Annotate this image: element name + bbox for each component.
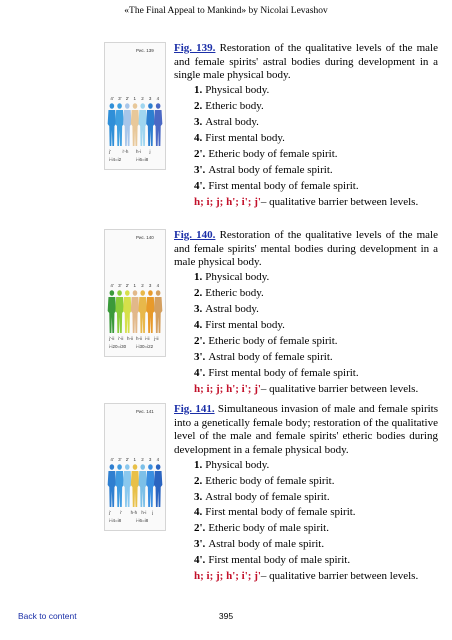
bottom-label: i-i4=i2 [109,157,122,162]
body-legend-list [174,270,438,398]
list-item: 4. First mental body. [194,131,285,144]
top-label: 1 [133,283,137,288]
top-label: 3 [148,283,152,288]
figure-140-illustration [104,229,166,357]
top-label: 2' [125,457,130,462]
list-item: 4. First mental body. [194,318,285,331]
list-item: 3. Astral body. [194,302,259,315]
figure-link[interactable]: Fig. 139. [174,42,216,54]
figure-image-label: Рис. 141 [136,409,154,414]
bottom-label: h-h [130,510,138,515]
list-item: 4'. First mental body of female spirit. [194,366,359,379]
list-item: 2'. Etheric body of male spirit. [194,522,329,535]
list-item: 3'. Astral body of female spirit. [194,350,333,363]
top-label: 2 [141,283,144,288]
top-label: 4 [156,283,160,288]
back-to-content-link[interactable]: Back to content [18,611,77,621]
top-label: 3' [118,96,122,101]
figure-caption: Fig. 140. Restoration of the qualitative levels of the male and female spirits' mental bodies during development in a male physical body. [174,229,438,269]
bottom-label: j-ii [154,336,159,341]
top-label: 2 [141,96,144,101]
figure-139-illustration [104,42,166,170]
top-label: 4' [110,457,114,462]
bottom-label: i-i6=i8 [136,157,149,162]
figure-141-text [174,403,438,585]
body-legend-list [174,83,438,211]
top-label: 2 [141,457,144,462]
list-item: 3. Astral body of female spirit. [194,490,330,503]
list-item: 3. Astral body. [194,115,259,128]
figure-caption: Fig. 141. Simultaneous invasion of male and female spirits into a genetically female body; restoration of the qualitative level of the male and female spirits' etheric bodies during development in a female physical body. [174,403,439,456]
top-label: 1 [133,457,137,462]
top-label: 2' [125,96,130,101]
list-item: 3'. Astral body of male spirit. [194,538,325,551]
top-label: 4 [156,96,160,101]
page-number: 395 [218,611,234,621]
top-label: 4' [110,283,114,288]
barrier-note: h; i; j; h'; i'; j'– qualitative barrier between levels. [194,382,419,395]
top-label: 3' [118,457,122,462]
barrier-note: h; i; j; h'; i'; j'– qualitative barrier between levels. [194,570,419,583]
bottom-label: i-i20=i30 [109,344,127,349]
bottom-label: j' [109,149,111,154]
top-label: 3 [148,457,152,462]
bottom-label: i-ii [145,336,150,341]
list-item: 4'. First mental body of female spirit. [194,179,359,192]
top-label: 4' [110,96,114,101]
bottom-label: j [149,149,151,154]
bottom-label: j [152,510,154,515]
top-label: 3' [118,283,122,288]
bottom-label: h-ii [127,336,134,341]
barrier-note: h; i; j; h'; i'; j'– qualitative barrier between levels. [194,195,419,208]
list-item: 2. Etheric body of female spirit. [194,474,335,487]
top-label: 4 [156,457,160,462]
bottom-label: i' [119,510,122,515]
bottom-label: h-i [136,149,142,154]
bottom-label: i-i6=i8 [136,518,149,523]
figure-link[interactable]: Fig. 140. [174,229,216,241]
bottom-label: j' [109,510,111,515]
list-item: 1. Physical body. [194,270,270,283]
bottom-label: j'-ii [109,336,115,341]
list-item: 2'. Etheric body of female spirit. [194,334,338,347]
figure-140-text [174,229,438,398]
figure-image-label: Рис. 139 [136,48,154,53]
body-legend-list [174,457,438,585]
running-title: «The Final Appeal to Mankind» by Nicolai Levashov [124,6,328,16]
bottom-label: i'-ii [118,336,124,341]
list-item: 3'. Astral body of female spirit. [194,163,333,176]
list-item: 4. First mental body of female spirit. [194,506,356,519]
bottom-label: i-i30=i22 [136,344,154,349]
figure-link[interactable]: Fig. 141. [174,403,215,415]
figure-caption: Fig. 139. Restoration of the qualitative levels of the male and female spirits' astral bodies during development in a single male physical body. [174,42,438,82]
list-item: 4'. First mental body of male spirit. [194,554,351,567]
list-item: 2. Etheric body. [194,99,264,112]
figure-image-label: Рис. 140 [136,235,154,240]
figure-141-illustration [104,403,166,531]
list-item: 2. Etheric body. [194,286,264,299]
list-item: 1. Physical body. [194,83,270,96]
bottom-label: i-i4=i8 [109,518,122,523]
list-item: 2'. Etheric body of female spirit. [194,147,338,160]
top-label: 1 [133,96,137,101]
bottom-label: i'-h [122,149,129,154]
top-label: 2' [125,283,130,288]
bottom-label: h-i [141,510,147,515]
figure-139-text [174,42,438,211]
bottom-label: h-ii [136,336,143,341]
list-item: 1. Physical body. [194,458,270,471]
top-label: 3 [148,96,152,101]
